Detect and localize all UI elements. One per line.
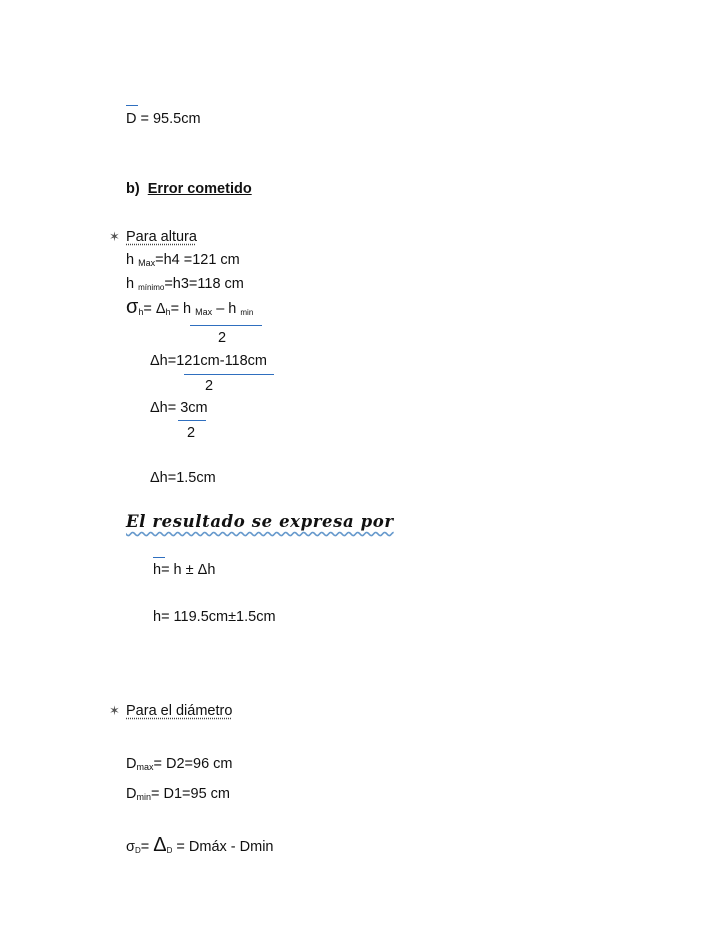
step-subtraction: Δh=121cm-118cm — [150, 353, 268, 369]
subheading-altura: Para altura — [126, 229, 197, 245]
mean-overbar — [153, 557, 165, 558]
denominator: 2 — [187, 425, 196, 441]
star-icon: ✶ — [109, 229, 120, 244]
section-label: b) — [126, 181, 140, 197]
section-title: Error cometido — [147, 181, 252, 197]
dmin-line: $D_{min}= D1=95$ cm — [126, 786, 230, 802]
result-heading: El resultado se expresa por — [126, 512, 394, 531]
denominator: 2 — [218, 330, 227, 346]
denominator: 2 — [205, 378, 214, 394]
sigma-d-line: σD= ΔD = Dmáx - Dmin — [126, 834, 274, 856]
sigma-h-line: $\sigma_h= \Delta_h= h$ $_{Max}$ – h min — [126, 296, 254, 318]
section-heading — [126, 180, 252, 198]
fraction-bar — [178, 420, 206, 421]
dmax-line: $D_{max}= D2=96$ cm — [126, 756, 233, 772]
delta-h-result: Δh=1.5cm — [150, 470, 216, 486]
subheading-diametro: Para el diámetro — [126, 703, 233, 719]
star-icon: ✶ — [109, 703, 120, 718]
fraction-bar — [190, 325, 262, 326]
step-difference: Δh= 3cm — [150, 400, 208, 416]
hmin-line: h mínimo=h3=118 cm — [126, 276, 244, 292]
result-formula: h= h ± Δh — [153, 562, 216, 578]
result-value: h= 119.5cm±1.5cm — [153, 609, 276, 625]
fraction-bar — [184, 374, 274, 375]
hmax-line: h $_{Max}$=h4 =121 cm — [126, 252, 240, 268]
mean-overbar — [126, 105, 138, 106]
mean-diameter-line: D = 95.5cm — [126, 111, 201, 127]
